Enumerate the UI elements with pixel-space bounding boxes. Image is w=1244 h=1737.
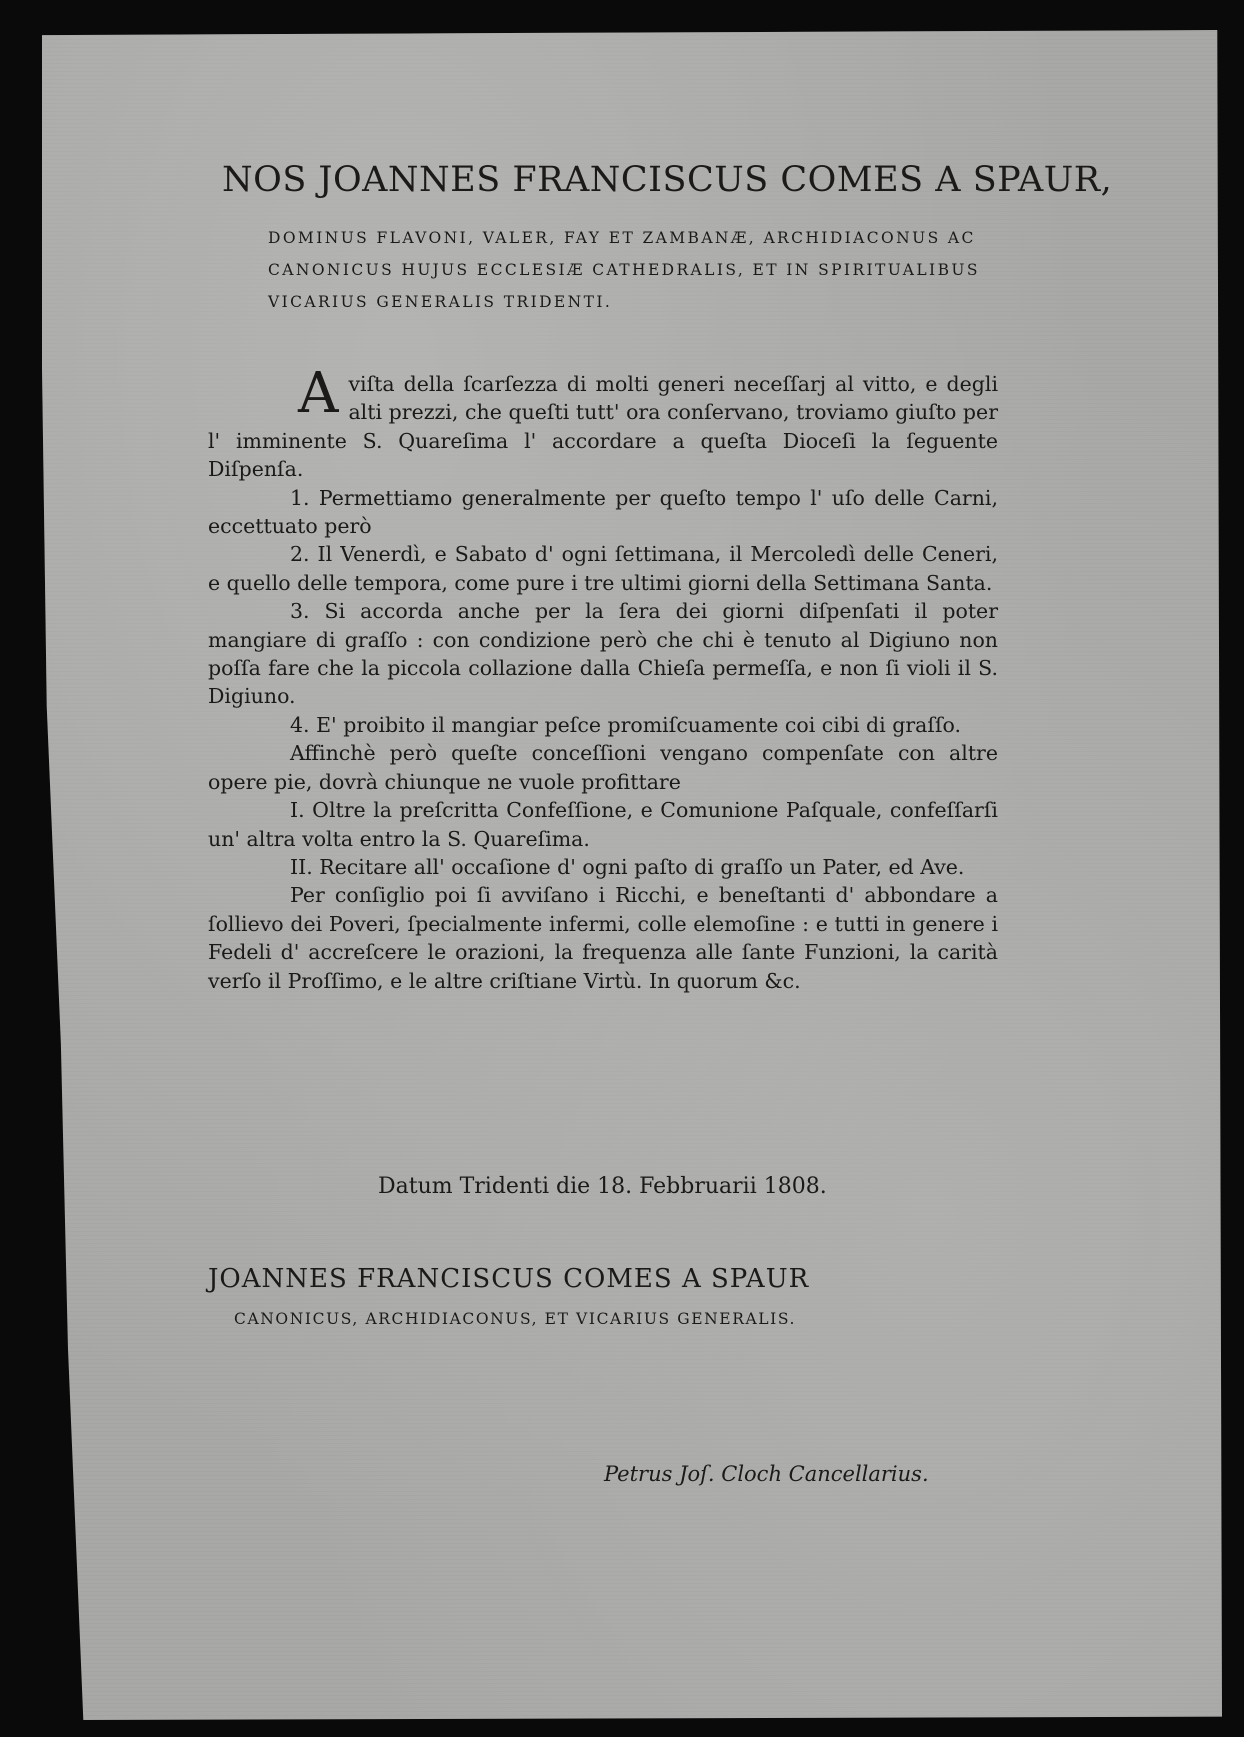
subheading-line: CANONICUS HUJUS ECCLESIÆ CATHEDRALIS, ET IN SPIRITUALIBUS xyxy=(268,261,980,279)
document-heading: NOS JOANNES FRANCISCUS COMES A SPAUR, xyxy=(222,160,1113,200)
point-4: 4. E' proibito il mangiar peſce promiſcuamente coi cibi di graſſo. xyxy=(290,712,962,737)
closing-paragraph: Per conſiglio poi ſi avviſano i Ricchi, e beneſtanti d' abbondare a ſollievo dei Poveri, ſpecialmente infermi, colle elemoſine : e tutti in genere i Fedeli d' accreſcere le orazioni, la frequenza alle ſante Funzioni, la carità verſo il Proſſimo, e le altre criſtiane Virtù. In quorum &c. xyxy=(208,883,998,993)
dateline: Datum Tridenti die 18. Febbruarii 1808. xyxy=(378,1174,827,1199)
point-3: 3. Si accorda anche per la ſera dei giorni diſpenſati il poter mangiare di graſſo : con condizione però che chi è tenuto al Digiuno non poſſa fare che la piccola collazione dalla Chieſa permeſſa, e non ſi violi il S. Digiuno. xyxy=(208,599,998,709)
chancellor-signature: Petrus Joſ. Cloch Cancellarius. xyxy=(604,1462,929,1486)
intro-paragraph xyxy=(208,361,998,484)
signatory-title: CANONICUS, ARCHIDIACONUS, ET VICARIUS GENERALIS. xyxy=(234,1310,797,1328)
point-2: 2. Il Venerdì, e Sabato d' ogni ſettimana, il Mercoledì delle Ceneri, e quello delle tempora, come pure i tre ultimi giorni della Settimana Santa. xyxy=(208,542,998,595)
document-body xyxy=(208,361,998,995)
document-subheading xyxy=(268,222,1003,318)
subheading-line: VICARIUS GENERALIS TRIDENTI. xyxy=(268,293,613,311)
intro-text: viſta della ſcarſezza di molti generi neceſſarj al vitto, e degli alti prezzi, che queſti tutt' ora conſervano, troviamo giuſto per l' imminente S. Quareſima l' accordare a queſta Dioceſi la ſeguente Diſpenſa. xyxy=(208,372,998,482)
condition-ii: II. Recitare all' occaſione d' ogni paſto di graſſo un Pater, ed Ave. xyxy=(290,854,965,879)
conditions-intro: Affinchè però queſte conceſſioni vengano compenſate con altre opere pie, dovrà chiunque ne vuole profittare xyxy=(208,741,998,794)
point-1: 1. Permettiamo generalmente per queſto tempo l' uſo delle Carni, eccettuato però xyxy=(208,485,998,539)
drop-cap: A xyxy=(298,361,339,426)
subheading-line: DOMINUS FLAVONI, VALER, FAY ET ZAMBANÆ, ARCHIDIACONUS AC xyxy=(268,229,976,247)
signatory-name: JOANNES FRANCISCUS COMES A SPAUR xyxy=(208,1264,810,1294)
condition-i: I. Oltre la preſcritta Confeſſione, e Comunione Paſquale, confeſſarſi un' altra volta entro la S. Quareſima. xyxy=(208,798,998,851)
